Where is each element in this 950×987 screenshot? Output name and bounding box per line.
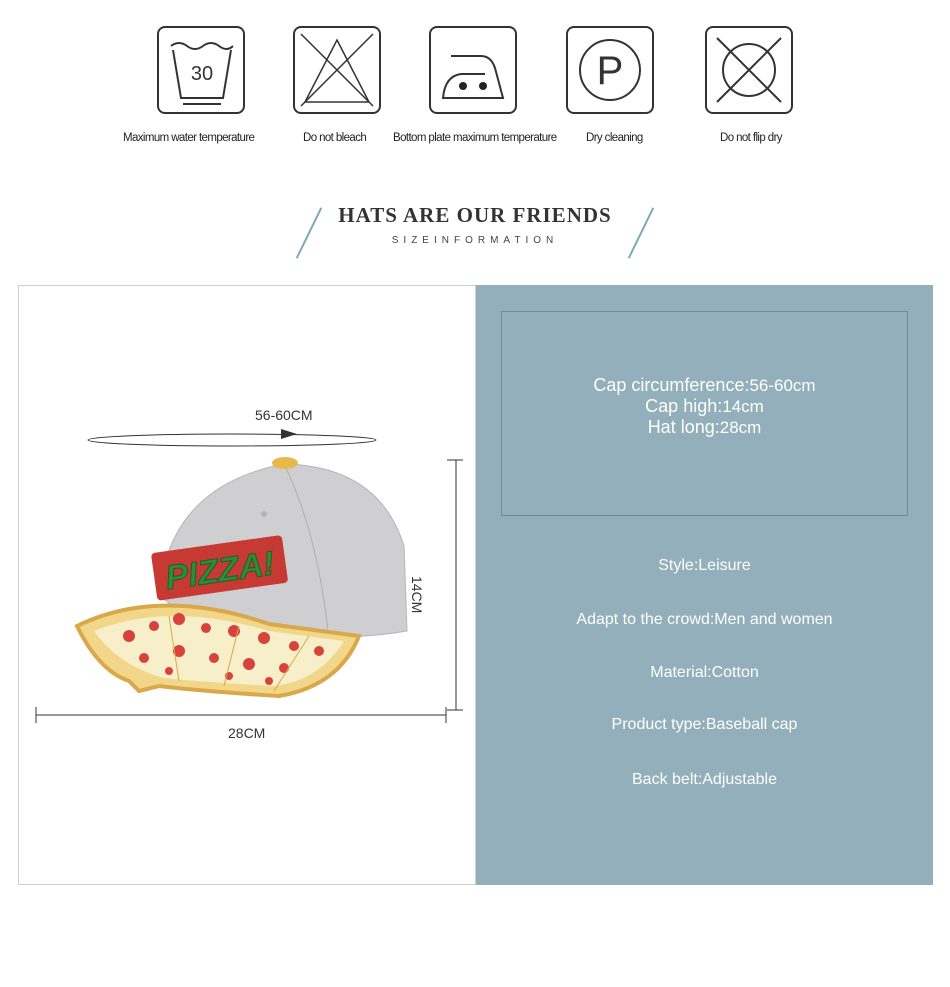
spec-circumference [502,375,907,396]
spec-length [502,417,907,438]
spec-value: 56-60cm [749,376,816,395]
spec-value: 28cm [719,418,762,437]
spec-label: Cap high: [645,396,723,416]
info-back-belt: Back belt:Adjustable [632,771,777,788]
product-image-panel [18,285,476,885]
care-label-wash: Maximum water temperature [123,132,255,144]
size-spec-lines [502,375,907,438]
spec-height [502,396,907,417]
cap-illustration [19,286,475,884]
circumference-label: 56-60CM [255,407,313,423]
dry-clean-icon [566,26,654,114]
iron-icon [429,26,517,114]
spec-label: Cap circumference: [593,375,750,395]
care-label-dryclean: Dry cleaning [586,132,643,144]
spec-label: Hat long: [647,417,720,437]
wash-temperature: 30 [190,63,214,85]
info-material: Material:Cotton [650,664,759,681]
spec-value: 14cm [722,397,764,416]
wash-30-icon [157,26,245,114]
care-label-bleach: Do not bleach [303,132,367,144]
no-bleach-icon [293,26,381,114]
size-spec-box [501,311,908,516]
length-label: 28CM [228,725,266,741]
care-instructions [0,0,950,160]
section-title: HATS ARE OUR FRIENDS [338,203,612,227]
info-product-type: Product type:Baseball cap [611,716,798,733]
dry-clean-letter: P [596,49,624,93]
section-subtitle: SIZEINFORMATION [391,235,559,246]
specs-panel [476,285,933,885]
height-label: 14CM [409,576,425,614]
care-label-iron: Bottom plate maximum temperature [393,132,557,144]
care-label-dry: Do not flip dry [720,132,782,144]
no-tumble-dry-icon [705,26,793,114]
info-style: Style:Leisure [658,557,751,574]
info-crowd: Adapt to the crowd:Men and women [576,611,833,628]
cap-logo-text: PIZZA! [163,544,277,598]
